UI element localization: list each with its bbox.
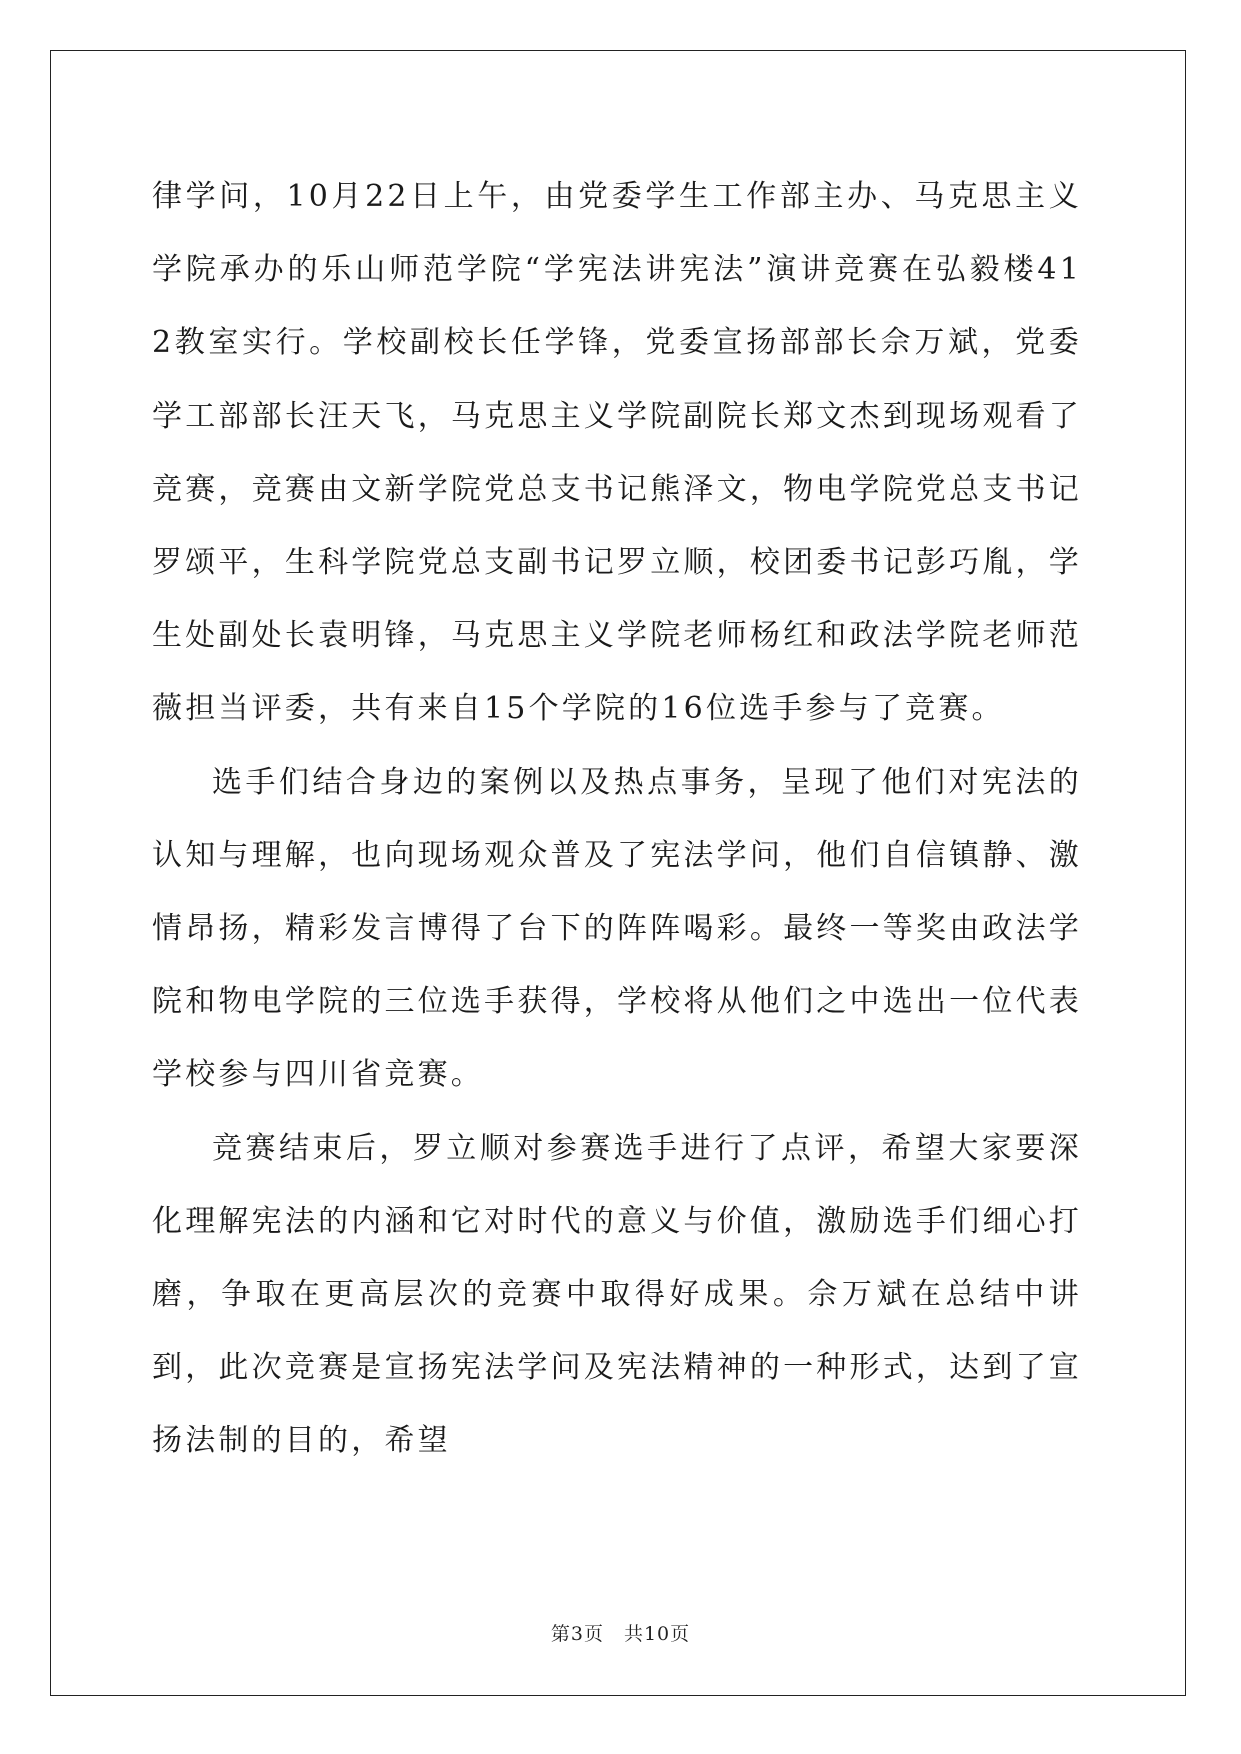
paragraph-3: 竞赛结束后，罗立顺对参赛选手进行了点评，希望大家要深化理解宪法的内涵和它对时代的意义与价值，激励选手们细心打磨，争取在更高层次的竞赛中取得好成果。佘万斌在总结中讲到，此次竞赛是宣扬宪法学问及宪法精神的一种形式，达到了宣扬法制的目的，希望 — [152, 1130, 1082, 1459]
paragraph-2: 选手们结合身边的案例以及热点事务，呈现了他们对宪法的认知与理解，也向现场观众普及了宪法学问，他们自信镇静、激情昂扬，精彩发言博得了台下的阵阵喝彩。最终一等奖由政法学院和物电学院的三位选手获得，学校将从他们之中选出一位代表学校参与四川省竞赛。 — [152, 764, 1082, 1093]
document-body — [152, 160, 1082, 1478]
page-total: 共10页 — [623, 1623, 691, 1645]
page-footer — [0, 1622, 1241, 1646]
page-number: 第3页 — [550, 1623, 604, 1645]
paragraph-1: 律学问，10月22日上午，由党委学生工作部主办、马克思主义学院承办的乐山师范学院“学宪法讲宪法”演讲竞赛在弘毅楼412教室实行。学校副校长任学锋，党委宣扬部部长佘万斌，党委学工部部长汪天飞，马克思主义学院副院长郑文杰到现场观看了竞赛，竞赛由文新学院党总支书记熊泽文，物电学院党总支书记罗颂平，生科学院党总支副书记罗立顺，校团委书记彭巧胤，学生处副处长袁明锋，马克思主义学院老师杨红和政法学院老师范薇担当评委，共有来自15个学院的16位选手参与了竞赛。 — [152, 179, 1082, 727]
